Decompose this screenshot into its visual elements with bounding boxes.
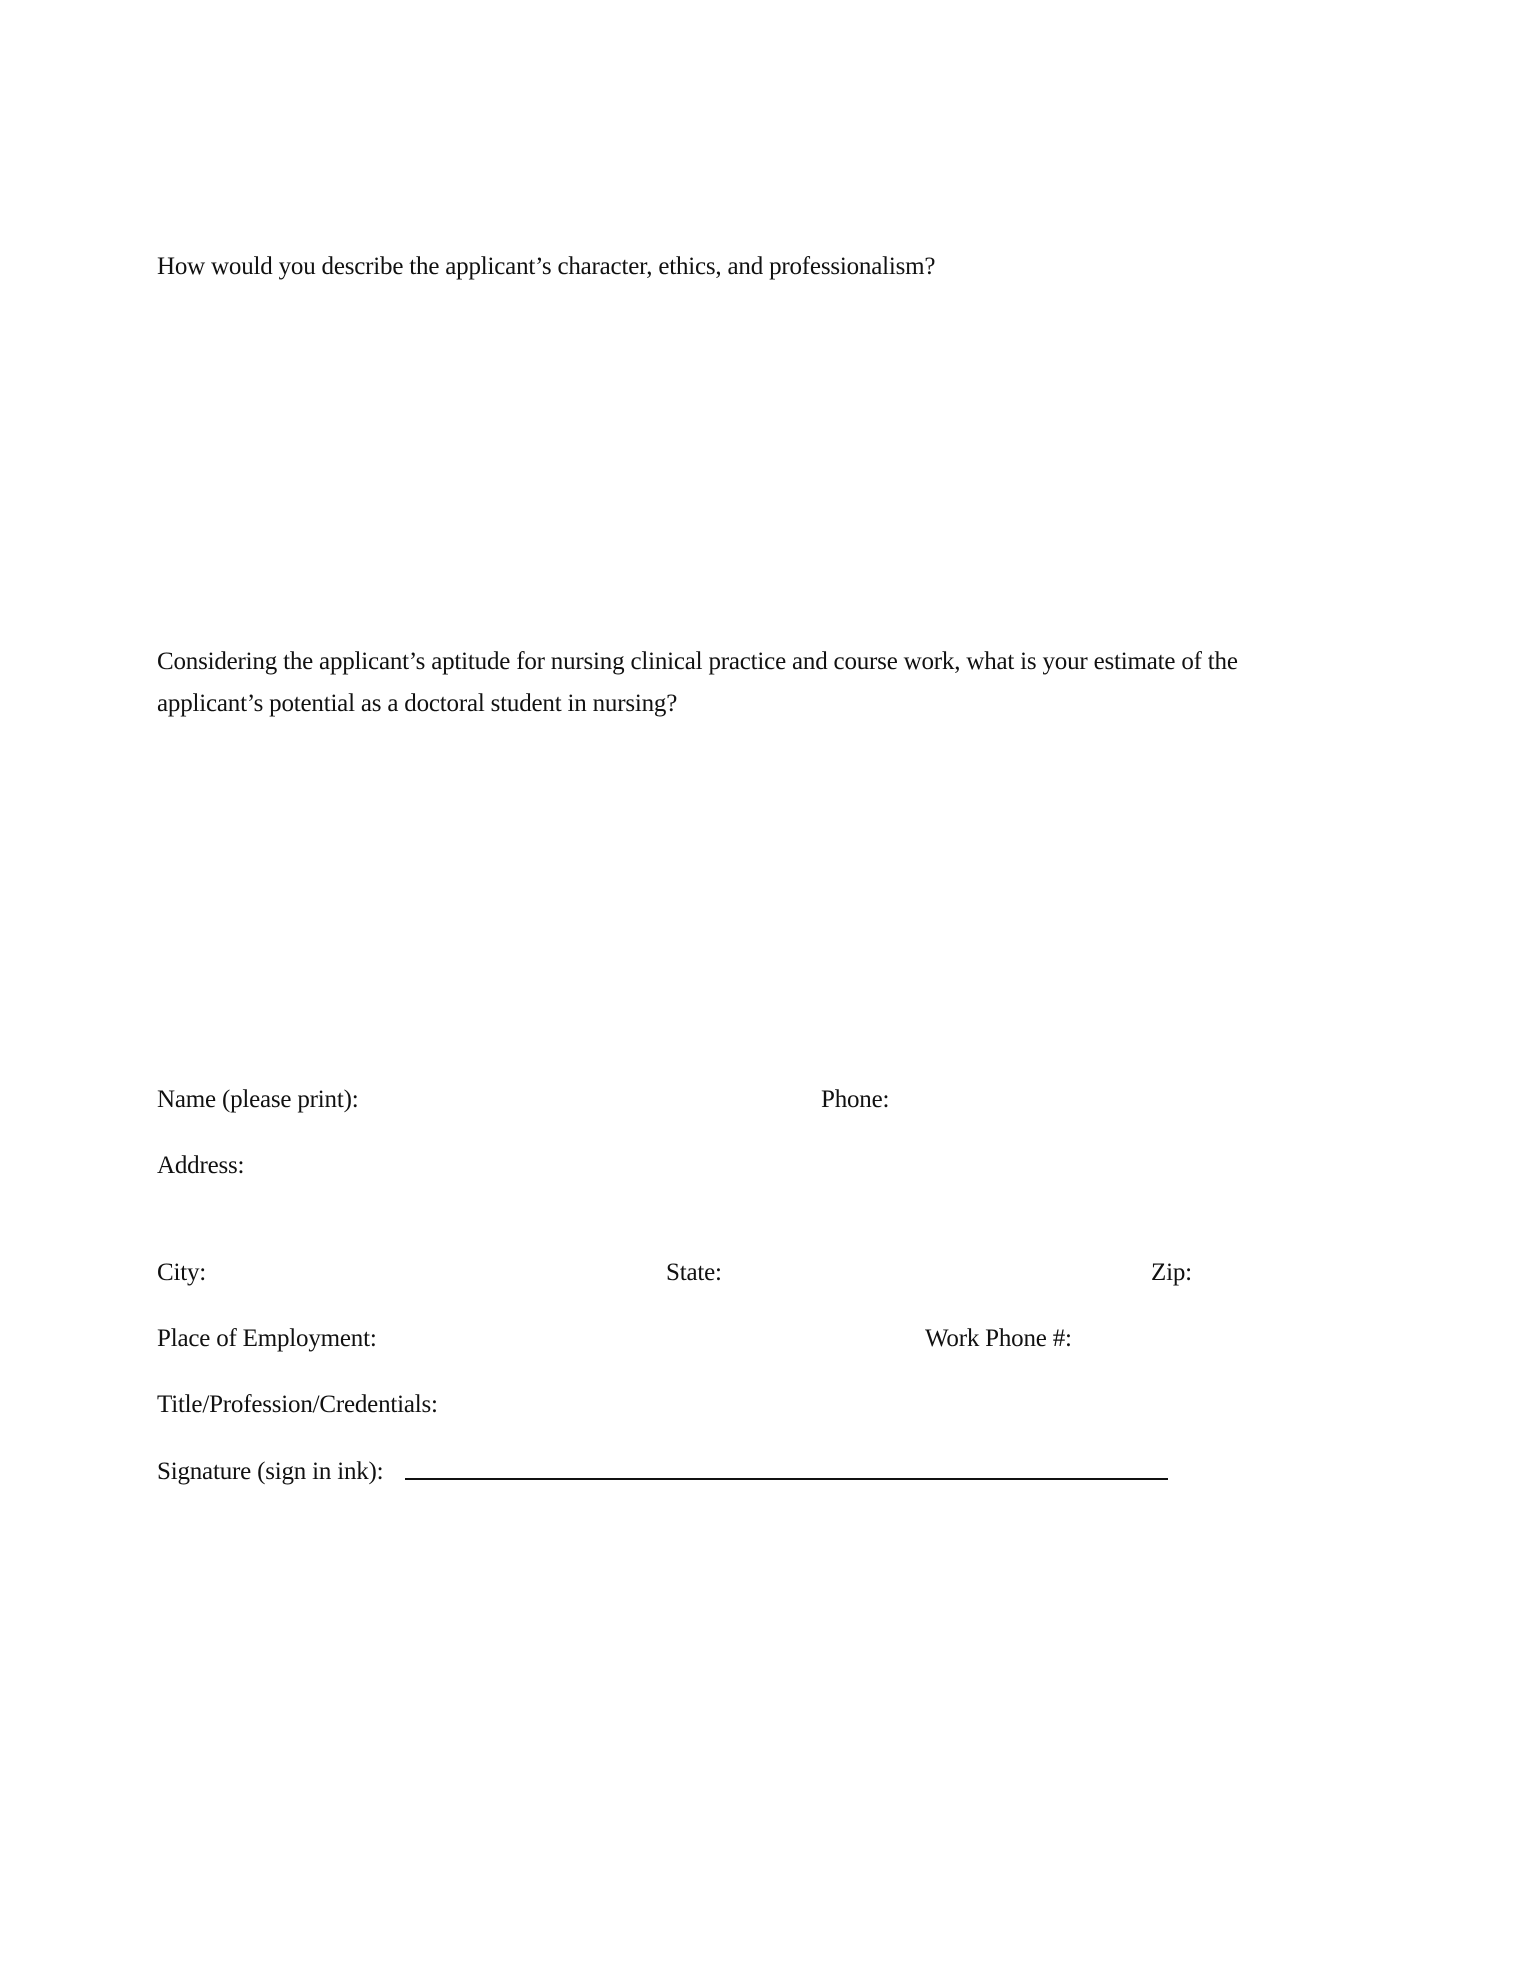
signature-label: Signature (sign in ink):: [157, 1458, 384, 1485]
question-doctoral-potential: Considering the applicant’s aptitude for nursing clinical practice and course work, what is your estimate of the applicant’s potential as a doctoral student in nursing?: [157, 648, 1238, 717]
name-label: Name (please print):: [157, 1086, 359, 1113]
city-label: City:: [157, 1259, 207, 1286]
question-character-ethics: How would you describe the applicant’s character, ethics, and professionalism?: [157, 253, 936, 280]
employment-label: Place of Employment:: [157, 1325, 377, 1352]
title-credentials-label: Title/Profession/Credentials:: [157, 1391, 438, 1418]
signature-line[interactable]: [405, 1478, 1168, 1480]
address-label: Address:: [157, 1152, 245, 1179]
work-phone-label: Work Phone #:: [925, 1325, 1072, 1352]
zip-label: Zip:: [1151, 1259, 1192, 1286]
state-label: State:: [666, 1259, 722, 1286]
phone-label: Phone:: [821, 1086, 890, 1113]
